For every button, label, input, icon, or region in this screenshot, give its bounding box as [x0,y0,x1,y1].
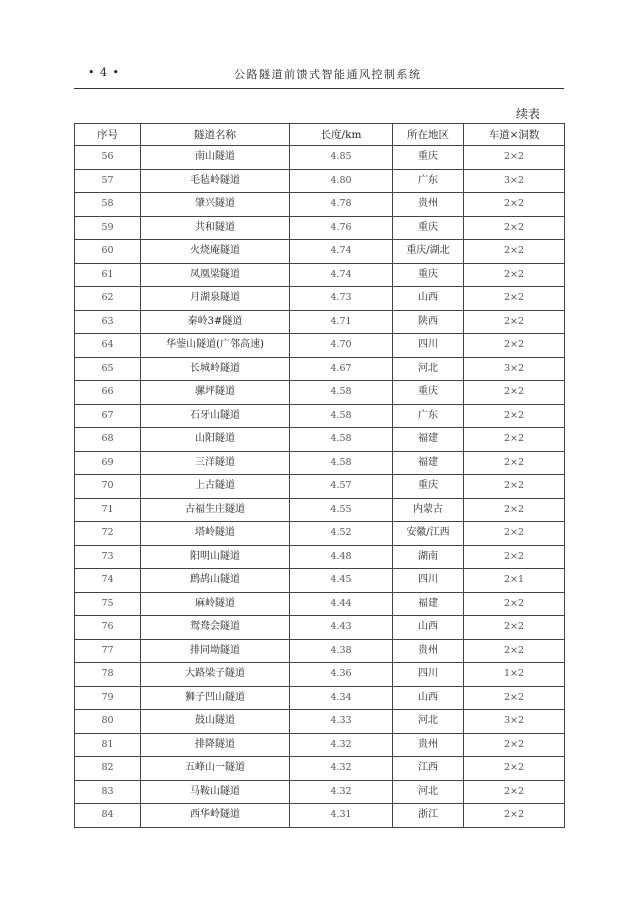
column-header-length: 长度/km [290,124,393,146]
cell-tunnel-name: 鸳鸯会隧道 [141,616,290,640]
table-row [75,710,565,734]
cell-length: 4.32 [290,733,393,757]
tunnel-table [74,123,565,828]
cell-region: 福建 [393,451,464,475]
cell-tunnel-name: 长城岭隧道 [141,357,290,381]
cell-index: 60 [75,240,141,264]
cell-length: 4.36 [290,663,393,687]
cell-region: 重庆 [393,381,464,405]
cell-lanes: 2×2 [464,616,565,640]
cell-tunnel-name: 上古隧道 [141,475,290,499]
cell-index: 56 [75,146,141,170]
cell-length: 4.33 [290,710,393,734]
cell-length: 4.44 [290,592,393,616]
cell-tunnel-name: 排同坳隧道 [141,639,290,663]
cell-lanes: 2×2 [464,733,565,757]
table-row [75,686,565,710]
cell-lanes: 2×2 [464,592,565,616]
page-header [74,66,564,86]
cell-length: 4.43 [290,616,393,640]
cell-length: 4.58 [290,381,393,405]
table-row [75,428,565,452]
cell-region: 四川 [393,569,464,593]
cell-region: 广东 [393,404,464,428]
cell-index: 61 [75,263,141,287]
cell-index: 72 [75,522,141,546]
cell-lanes: 2×2 [464,240,565,264]
header-rule [74,88,564,89]
cell-region: 重庆 [393,263,464,287]
table-row [75,263,565,287]
column-header-name: 隧道名称 [141,124,290,146]
cell-length: 4.52 [290,522,393,546]
cell-region: 江西 [393,757,464,781]
cell-lanes: 2×1 [464,569,565,593]
cell-length: 4.78 [290,193,393,217]
cell-length: 4.85 [290,146,393,170]
cell-tunnel-name: 大路梁子隧道 [141,663,290,687]
cell-length: 4.74 [290,263,393,287]
table-row [75,451,565,475]
cell-lanes: 2×2 [464,263,565,287]
table-row [75,592,565,616]
cell-tunnel-name: 三洋隧道 [141,451,290,475]
table-row [75,569,565,593]
cell-tunnel-name: 秦岭3#隧道 [141,310,290,334]
cell-length: 4.57 [290,475,393,499]
cell-region: 陕西 [393,310,464,334]
table-row [75,310,565,334]
cell-lanes: 2×2 [464,404,565,428]
cell-lanes: 2×2 [464,757,565,781]
cell-tunnel-name: 共和隧道 [141,216,290,240]
cell-lanes: 1×2 [464,663,565,687]
cell-length: 4.32 [290,780,393,804]
cell-index: 69 [75,451,141,475]
cell-lanes: 2×2 [464,193,565,217]
table-row [75,357,565,381]
cell-tunnel-name: 阳明山隧道 [141,545,290,569]
cell-index: 57 [75,169,141,193]
cell-length: 4.80 [290,169,393,193]
cell-region: 福建 [393,428,464,452]
table-row [75,475,565,499]
cell-length: 4.45 [290,569,393,593]
cell-tunnel-name: 肇兴隧道 [141,193,290,217]
table-row [75,334,565,358]
cell-region: 重庆 [393,216,464,240]
cell-index: 83 [75,780,141,804]
cell-region: 广东 [393,169,464,193]
cell-lanes: 2×2 [464,146,565,170]
table-body [75,146,565,828]
cell-lanes: 2×2 [464,498,565,522]
cell-index: 71 [75,498,141,522]
cell-region: 湖南 [393,545,464,569]
table-row [75,616,565,640]
cell-length: 4.34 [290,686,393,710]
cell-index: 68 [75,428,141,452]
cell-index: 66 [75,381,141,405]
table-row [75,498,565,522]
cell-lanes: 3×2 [464,169,565,193]
table-caption: 续表 [515,107,540,121]
cell-length: 4.55 [290,498,393,522]
cell-index: 73 [75,545,141,569]
table-row [75,545,565,569]
table-row [75,287,565,311]
cell-lanes: 2×2 [464,545,565,569]
cell-tunnel-name: 塔岭隧道 [141,522,290,546]
cell-lanes: 2×2 [464,639,565,663]
cell-length: 4.76 [290,216,393,240]
cell-tunnel-name: 火烧庵隧道 [141,240,290,264]
table-row [75,146,565,170]
cell-index: 77 [75,639,141,663]
cell-length: 4.31 [290,804,393,828]
cell-region: 河北 [393,710,464,734]
running-title: 公路隧道前馈式智能通风控制系统 [234,68,422,81]
cell-index: 76 [75,616,141,640]
cell-length: 4.74 [290,240,393,264]
cell-length: 4.32 [290,757,393,781]
cell-tunnel-name: 马鞍山隧道 [141,780,290,804]
cell-tunnel-name: 西华岭隧道 [141,804,290,828]
cell-region: 浙江 [393,804,464,828]
cell-lanes: 2×2 [464,804,565,828]
cell-region: 内蒙古 [393,498,464,522]
cell-index: 65 [75,357,141,381]
cell-region: 山西 [393,686,464,710]
column-header-index: 序号 [75,124,141,146]
cell-tunnel-name: 凤凰梁隧道 [141,263,290,287]
cell-lanes: 2×2 [464,475,565,499]
table-row [75,733,565,757]
cell-index: 58 [75,193,141,217]
cell-region: 重庆 [393,146,464,170]
cell-index: 63 [75,310,141,334]
header-row [75,124,565,146]
column-header-lanes: 车道×洞数 [464,124,565,146]
cell-length: 4.70 [290,334,393,358]
cell-lanes: 2×2 [464,216,565,240]
cell-region: 福建 [393,592,464,616]
cell-tunnel-name: 鹧鸪山隧道 [141,569,290,593]
cell-lanes: 2×2 [464,522,565,546]
table-row [75,522,565,546]
cell-index: 59 [75,216,141,240]
cell-tunnel-name: 毛毡岭隧道 [141,169,290,193]
cell-lanes: 2×2 [464,310,565,334]
cell-lanes: 2×2 [464,686,565,710]
table-row [75,404,565,428]
cell-tunnel-name: 麻岭隧道 [141,592,290,616]
cell-region: 贵州 [393,193,464,217]
cell-length: 4.48 [290,545,393,569]
cell-length: 4.67 [290,357,393,381]
cell-lanes: 2×2 [464,287,565,311]
cell-lanes: 3×2 [464,710,565,734]
table-row [75,757,565,781]
cell-length: 4.58 [290,404,393,428]
cell-region: 贵州 [393,733,464,757]
cell-region: 安徽/江西 [393,522,464,546]
cell-index: 80 [75,710,141,734]
cell-index: 81 [75,733,141,757]
cell-tunnel-name: 鼓山隧道 [141,710,290,734]
cell-lanes: 2×2 [464,428,565,452]
cell-index: 62 [75,287,141,311]
cell-tunnel-name: 月湖泉隧道 [141,287,290,311]
cell-region: 重庆 [393,475,464,499]
cell-tunnel-name: 排降隧道 [141,733,290,757]
cell-region: 四川 [393,334,464,358]
cell-tunnel-name: 五峰山一隧道 [141,757,290,781]
cell-index: 79 [75,686,141,710]
page-number: • 4 • [88,66,120,79]
cell-region: 山西 [393,287,464,311]
table-row [75,240,565,264]
cell-region: 河北 [393,357,464,381]
cell-region: 重庆/湖北 [393,240,464,264]
cell-region: 四川 [393,663,464,687]
cell-region: 河北 [393,780,464,804]
cell-tunnel-name: 骡坪隧道 [141,381,290,405]
table-header [75,124,565,146]
cell-tunnel-name: 南山隧道 [141,146,290,170]
table-row [75,193,565,217]
cell-lanes: 2×2 [464,334,565,358]
cell-index: 82 [75,757,141,781]
cell-index: 67 [75,404,141,428]
cell-length: 4.58 [290,451,393,475]
cell-tunnel-name: 华蓥山隧道(广邻高速) [141,334,290,358]
cell-region: 山西 [393,616,464,640]
cell-index: 64 [75,334,141,358]
cell-tunnel-name: 狮子凹山隧道 [141,686,290,710]
table-row [75,169,565,193]
cell-lanes: 2×2 [464,780,565,804]
cell-index: 78 [75,663,141,687]
table-row [75,804,565,828]
cell-tunnel-name: 古福生庄隧道 [141,498,290,522]
cell-length: 4.58 [290,428,393,452]
cell-length: 4.71 [290,310,393,334]
cell-index: 70 [75,475,141,499]
cell-lanes: 3×2 [464,357,565,381]
table-row [75,780,565,804]
table-row [75,639,565,663]
table-row [75,216,565,240]
table-row [75,381,565,405]
cell-index: 74 [75,569,141,593]
cell-region: 贵州 [393,639,464,663]
table-row [75,663,565,687]
cell-length: 4.38 [290,639,393,663]
cell-index: 84 [75,804,141,828]
cell-lanes: 2×2 [464,451,565,475]
cell-tunnel-name: 石牙山隧道 [141,404,290,428]
cell-length: 4.73 [290,287,393,311]
cell-lanes: 2×2 [464,381,565,405]
cell-index: 75 [75,592,141,616]
column-header-region: 所在地区 [393,124,464,146]
cell-tunnel-name: 山阳隧道 [141,428,290,452]
